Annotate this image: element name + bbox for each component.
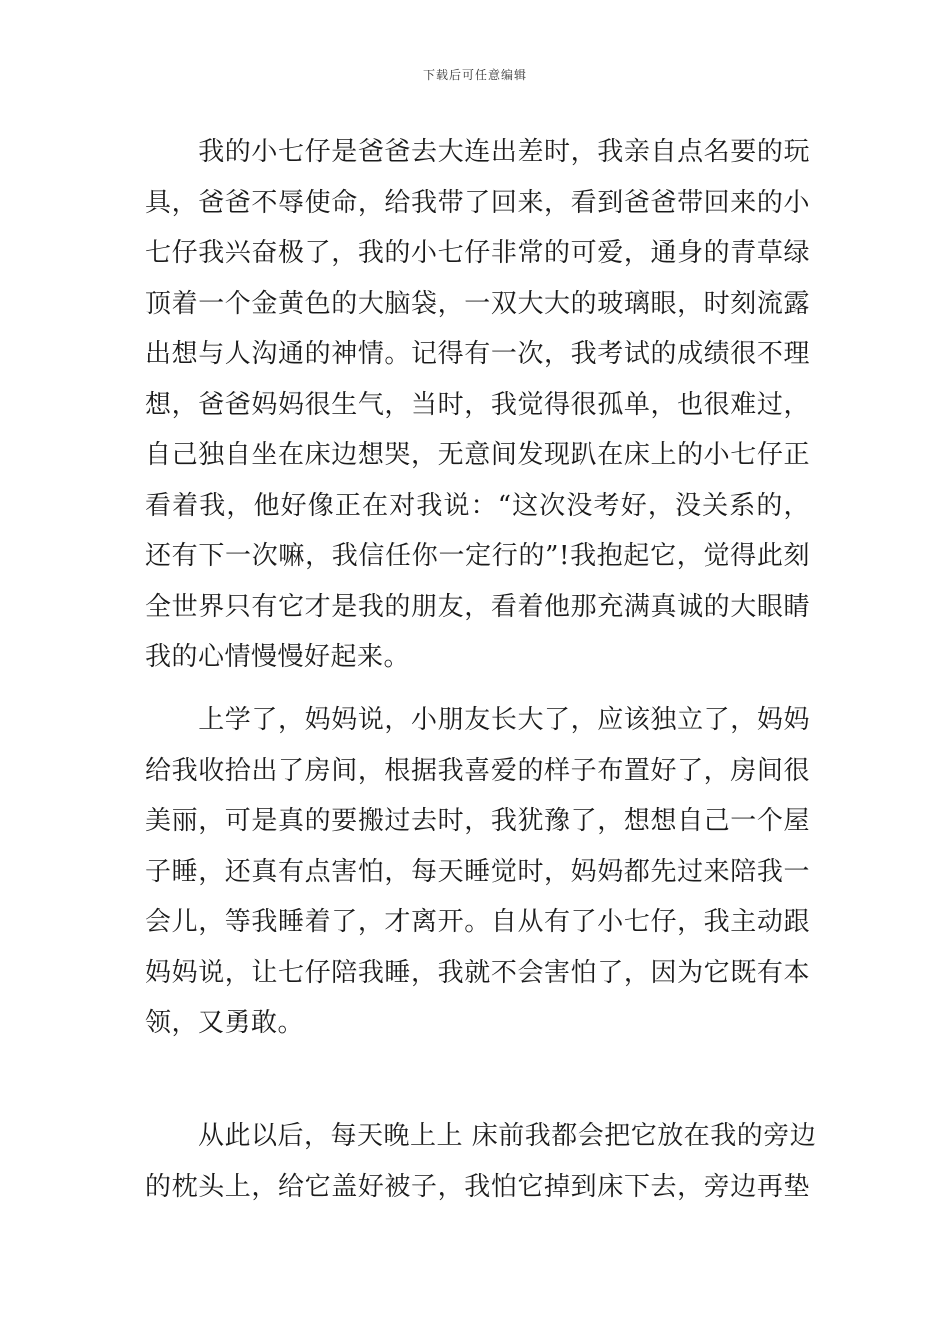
text-line: 看着我，他好像正在对我说：“这次没考好，没关系的， — [145, 490, 810, 521]
paragraph-1 — [145, 127, 810, 683]
text-line: 想，爸爸妈妈很生气，当时，我觉得很孤单，也很难过， — [145, 389, 810, 420]
text-line: 出想与人沟通的神情。记得有一次，我考试的成绩很不理 — [145, 339, 810, 369]
text-line: 我的心情慢慢好起来。 — [145, 642, 411, 672]
text-line: 给我收拾出了房间，根据我喜爱的样子布置好了，房间很 — [145, 755, 810, 786]
paragraph-3 — [145, 1111, 817, 1212]
text-line: 子睡，还真有点害怕，每天睡觉时，妈妈都先过来陪我一 — [145, 856, 810, 887]
text-line: 从此以后，每天晚上上 床前我都会把它放在我的旁边 — [145, 1121, 817, 1151]
text-line: 顶着一个金黄色的大脑袋，一双大大的玻璃眼，时刻流露 — [145, 288, 810, 319]
page-header: 下载后可任意编辑 — [422, 68, 527, 82]
text-line: 具，爸爸不辱使命，给我带了回来，看到爸爸带回来的小 — [145, 187, 810, 218]
text-line: 上学了，妈妈说，小朋友长大了，应该独立了，妈妈 — [145, 705, 810, 735]
text-line: 我的小七仔是爸爸去大连出差时，我亲自点名要的玩 — [145, 137, 810, 167]
text-line: 会儿，等我睡着了，才离开。自从有了小七仔，我主动跟 — [145, 907, 810, 937]
text-line: 美丽，可是真的要搬过去时，我犹豫了，想想自己一个屋 — [145, 806, 810, 836]
text-line: 七仔我兴奋极了，我的小七仔非常的可爱，通身的青草绿 — [145, 238, 810, 268]
text-line: 的枕头上，给它盖好被子，我怕它掉到床下去，旁边再垫 — [145, 1171, 810, 1202]
text-line: 还有下一次嘛，我信任你一定行的”!我抱起它，觉得此刻 — [145, 541, 810, 571]
text-line: 自己独自坐在床边想哭，无意间发现趴在床上的小七仔正 — [145, 440, 810, 470]
text-line: 全世界只有它才是我的朋友，看着他那充满真诚的大眼睛 — [145, 591, 810, 622]
text-line: 领，又勇敢。 — [145, 1008, 305, 1038]
paragraph-2 — [145, 695, 810, 1049]
text-line: 妈妈说，让七仔陪我睡，我就不会害怕了，因为它既有本 — [145, 957, 810, 988]
